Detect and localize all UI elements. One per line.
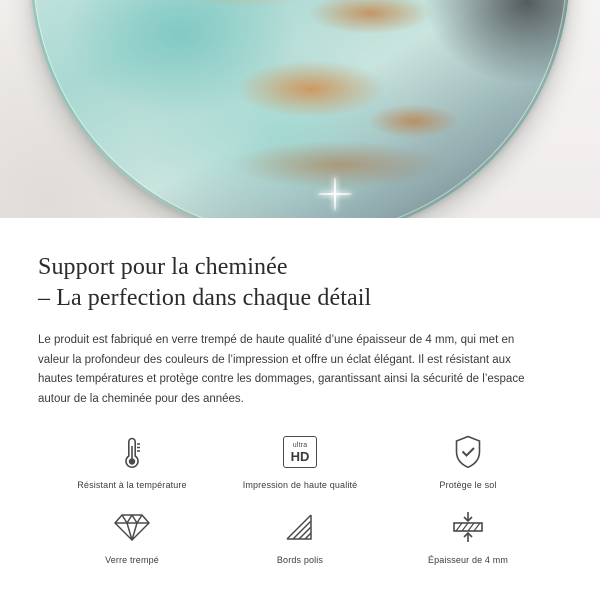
feature-item-temperature bbox=[48, 431, 216, 490]
content-section bbox=[0, 218, 600, 565]
title-line-1: Support pour la cheminée bbox=[38, 254, 288, 280]
product-description: Le produit est fabriqué en verre trempé de haute qualité d’une épaisseur de 4 mm, qui met en valeur la profondeur des couleurs de l’impression et offre un éclat élégant. Il est résistant aux hautes températures et protège contre les dommages, garantissant ainsi la sécurité de l’espace autour de la cheminée pour des années. bbox=[38, 334, 525, 405]
feature-label: Résistant à la température bbox=[77, 480, 187, 490]
ultra-hd-icon bbox=[283, 431, 317, 473]
ultra-hd-top-text: ultra bbox=[292, 441, 308, 449]
feature-grid bbox=[38, 431, 562, 565]
ultra-hd-bottom-text: HD bbox=[290, 448, 310, 464]
feature-label: Impression de haute qualité bbox=[242, 480, 358, 490]
diamond-icon bbox=[113, 506, 151, 548]
feature-label: Protège le sol bbox=[439, 480, 497, 490]
feature-item-thickness bbox=[384, 506, 552, 565]
page-title bbox=[38, 252, 562, 314]
hero-image bbox=[0, 0, 600, 218]
feature-label: Verre trempé bbox=[105, 555, 159, 565]
feature-item-floor-protection bbox=[384, 431, 552, 490]
feature-item-polished-edges bbox=[216, 506, 384, 565]
shield-check-icon bbox=[451, 431, 485, 473]
thickness-arrows-icon bbox=[448, 506, 488, 548]
feature-item-tempered-glass bbox=[48, 506, 216, 565]
feature-label: Bords polis bbox=[276, 555, 324, 565]
title-line-2: – La perfection dans chaque détail bbox=[38, 285, 372, 311]
feature-label: Épaisseur de 4 mm bbox=[427, 555, 509, 565]
feature-item-print-quality bbox=[216, 431, 384, 490]
thermometer-icon bbox=[118, 431, 146, 473]
polished-edges-icon bbox=[283, 506, 317, 548]
